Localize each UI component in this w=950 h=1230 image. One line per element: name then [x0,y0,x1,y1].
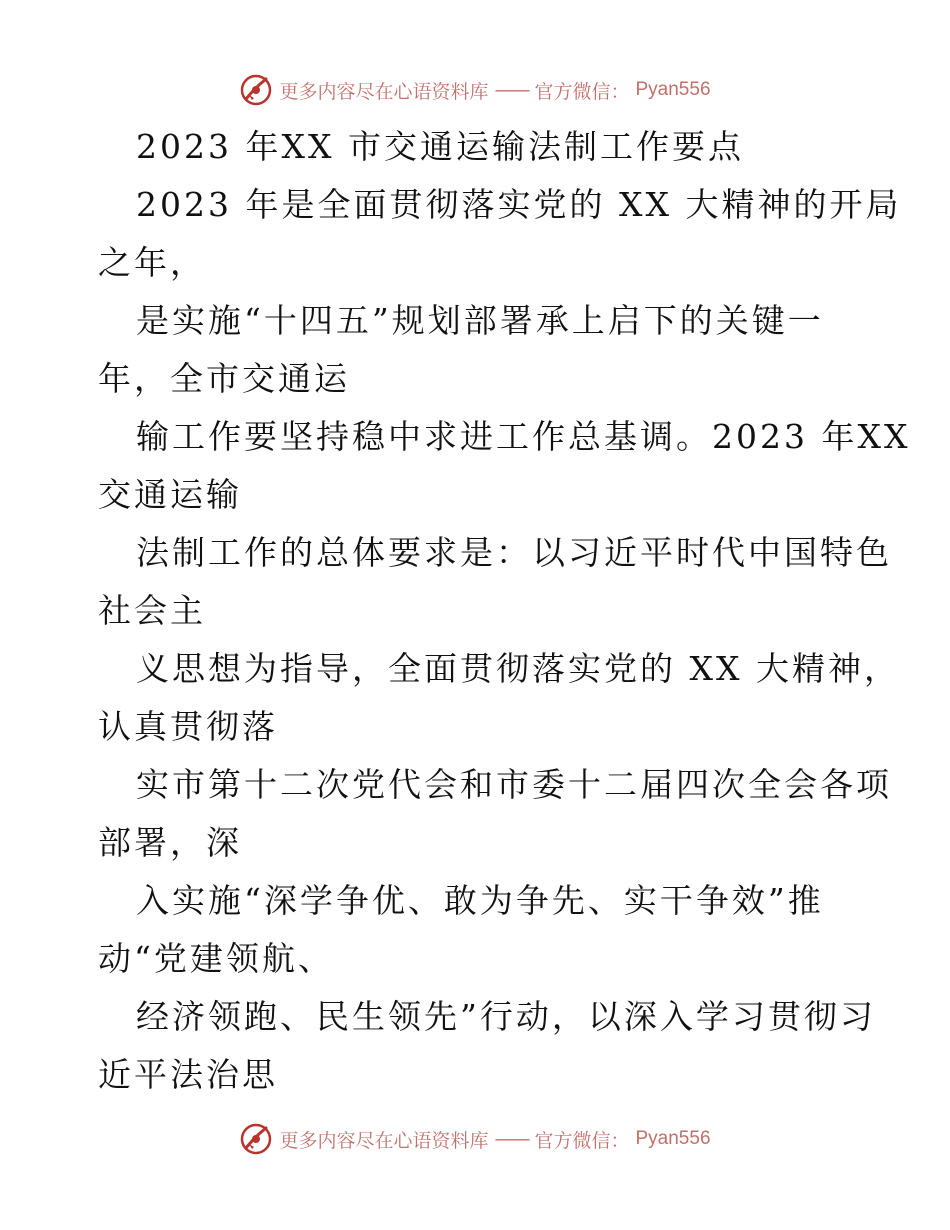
text-line: 之年， [98,243,206,282]
text-line: 交通运输 [98,475,242,514]
watermark-dash: —— [494,79,529,101]
watermark-header [0,70,950,110]
brush-pen-logo-icon [239,73,273,107]
text-line: 部署，深 [98,823,242,862]
text-line: 实市第十二次党代会和市委十二届四次全会各项 [136,765,892,804]
text-line: 义思想为指导，全面贯彻落实党的 XX 大精神， [136,649,900,688]
text-line: 2023 年是全面贯彻落实党的 XX 大精神的开局 [136,185,902,224]
document-title: 2023 年XX 市交通运输法制工作要点 [136,127,744,166]
watermark-text: 更多内容尽在心语资料库 [279,1129,489,1152]
text-line: 年，全市交通运 [98,359,350,398]
text-line: 入实施“深学争优、敢为争先、实干争效”推 [136,881,824,920]
text-line: 输工作要坚持稳中求进工作总基调。2023 年XX [136,417,911,456]
text-line: 动“党建领航、 [98,939,334,978]
text-line: 法制工作的总体要求是：以习近平时代中国特色 [136,533,892,572]
document-body [98,118,911,1104]
watermark-wechat-id: Pyan556 [635,1128,711,1149]
watermark-dash: —— [494,1128,529,1150]
brush-pen-logo-icon [239,1122,273,1156]
watermark-label: 官方微信： [534,80,630,103]
text-line: 社会主 [98,591,206,630]
watermark-footer [0,1119,950,1159]
watermark-wechat-id: Pyan556 [635,79,711,100]
text-line: 是实施“十四五”规划部署承上启下的关键一 [136,301,824,340]
watermark-label: 官方微信： [534,1129,630,1152]
watermark-text: 更多内容尽在心语资料库 [279,80,489,103]
text-line: 经济领跑、民生领先”行动，以深入学习贯彻习 [136,997,876,1036]
text-line: 认真贯彻落 [98,707,278,746]
text-line: 近平法治思 [98,1055,278,1094]
